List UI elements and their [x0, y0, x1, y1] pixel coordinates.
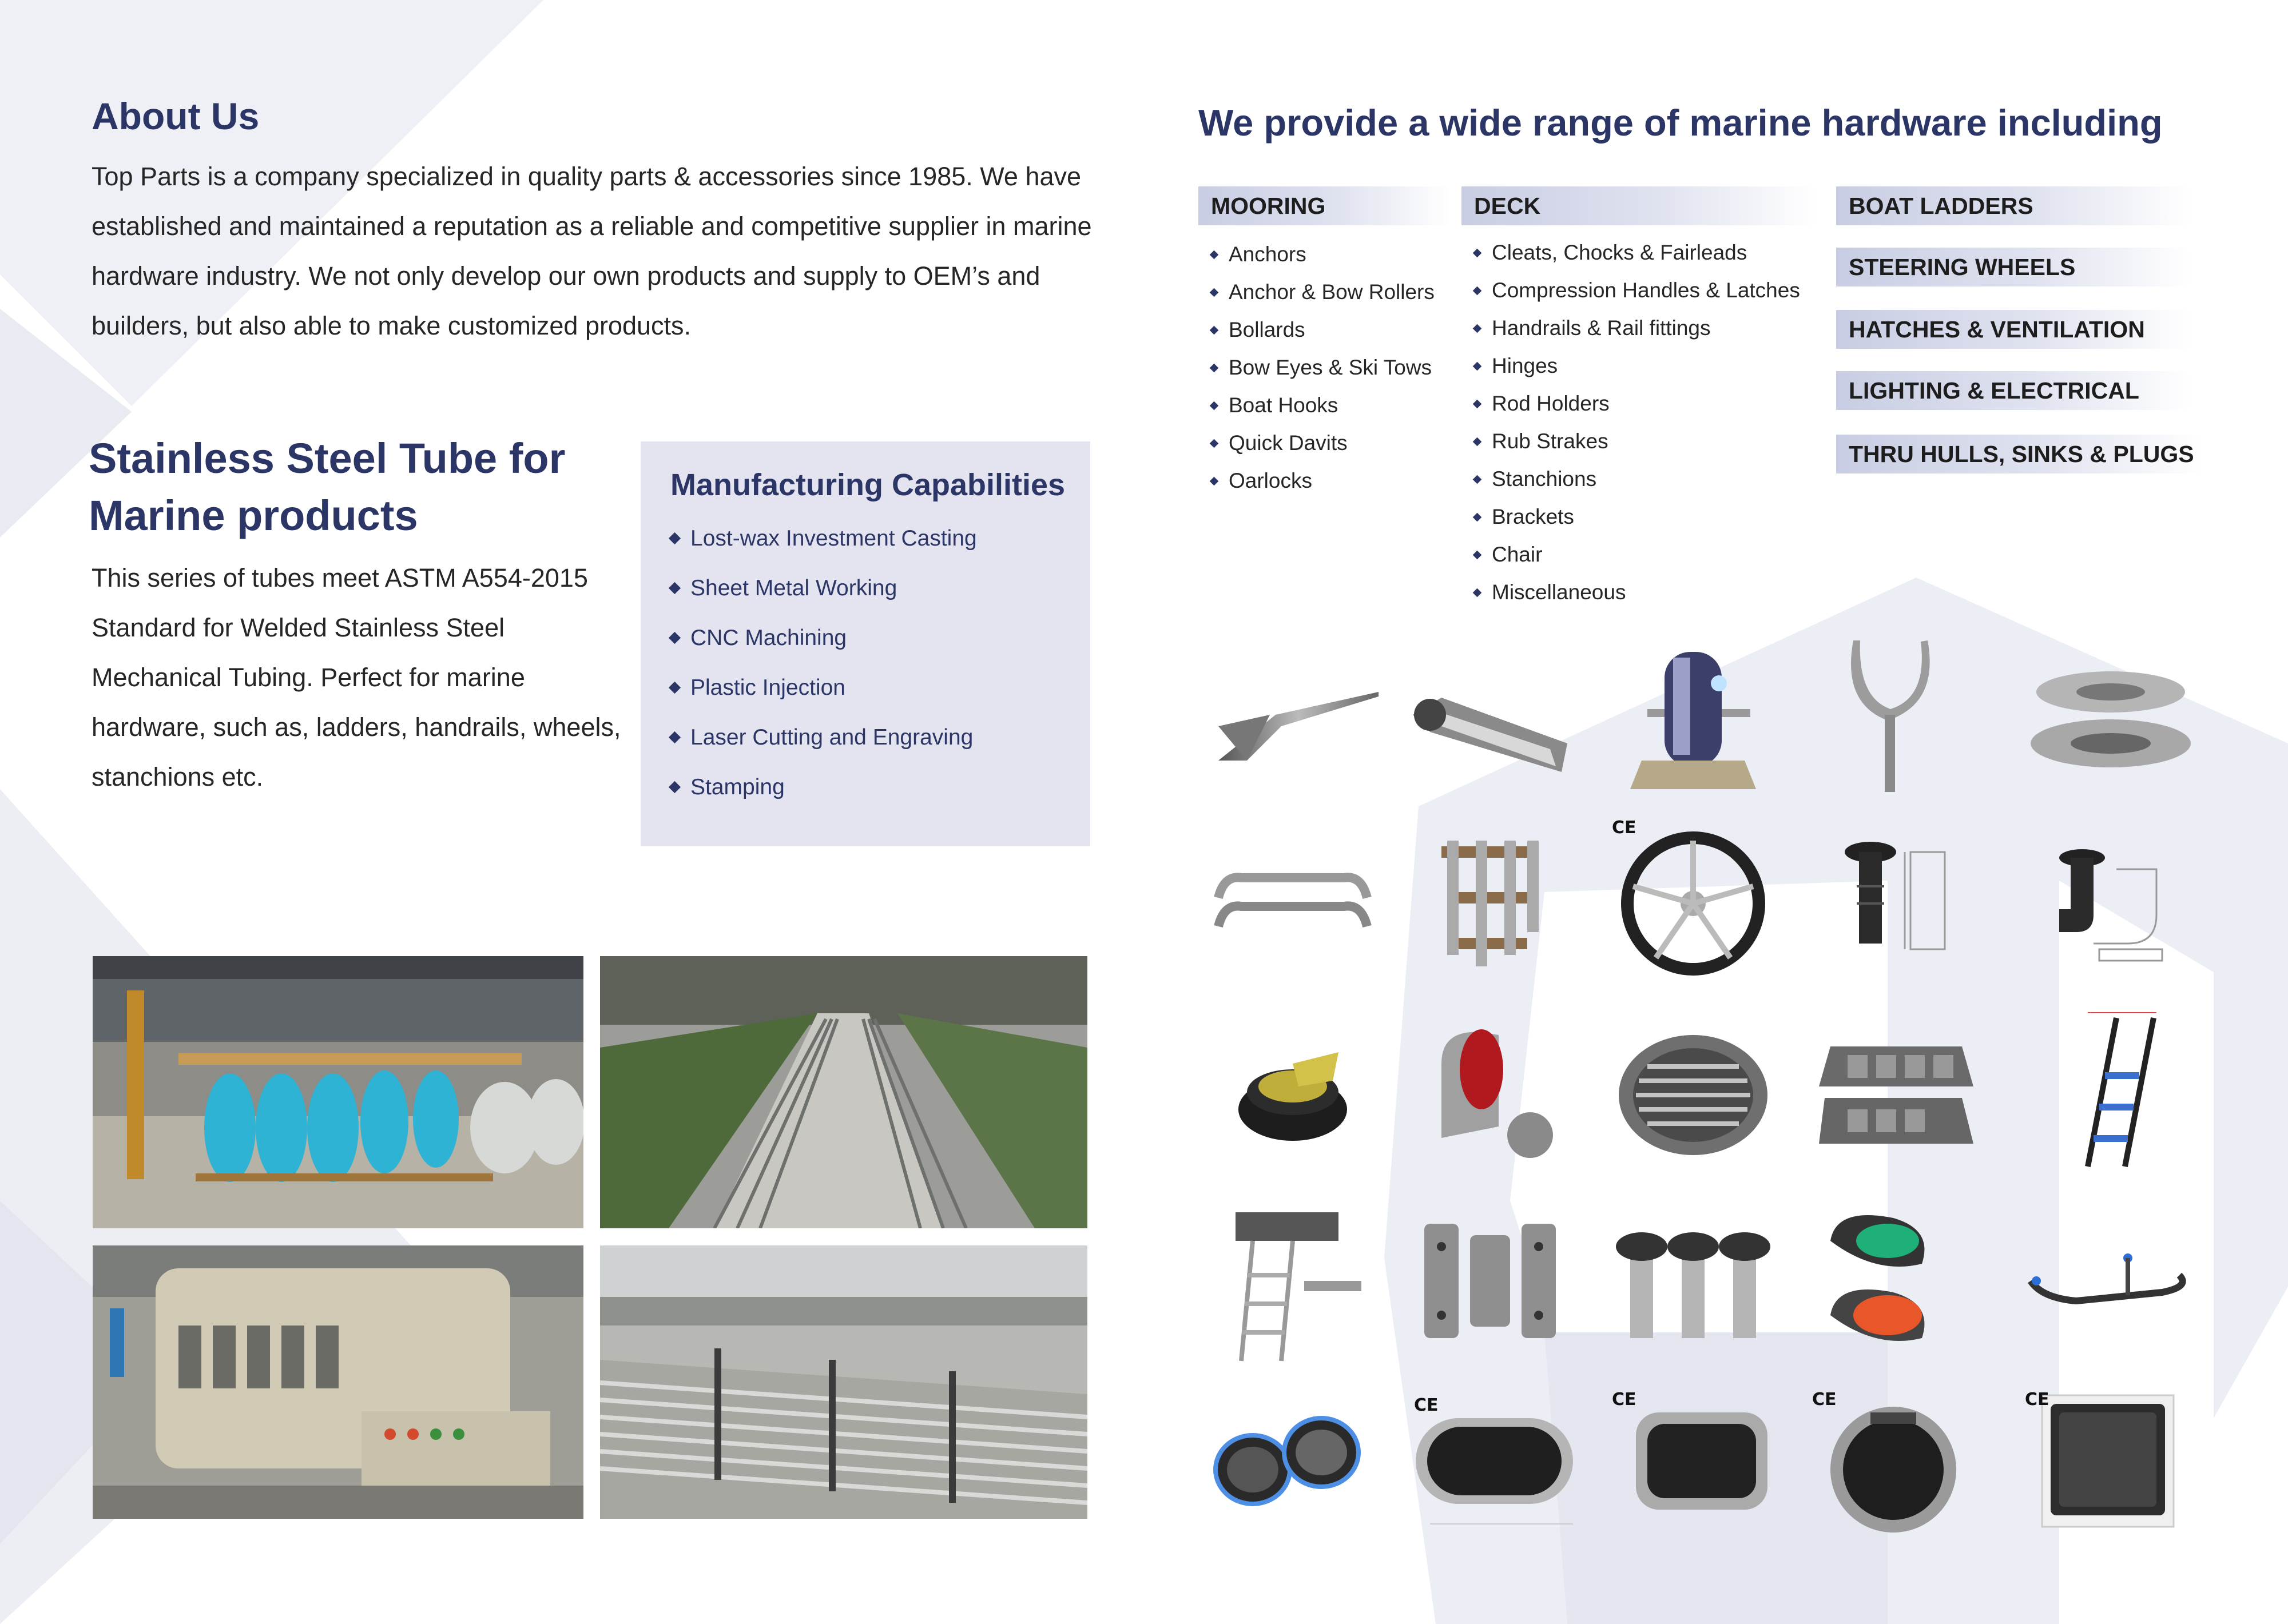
- bullet-icon: [669, 781, 681, 793]
- list-item: [670, 775, 977, 825]
- platform-ladder-icon: [1207, 1201, 1379, 1367]
- bullet-icon: [1473, 399, 1482, 408]
- mooring-list: [1211, 236, 1435, 500]
- round-port-icon: [1808, 1390, 1979, 1555]
- list-item: [1474, 347, 1800, 385]
- list-item: [1211, 387, 1435, 424]
- manufacturing-title: Manufacturing Capabilities: [670, 468, 1066, 502]
- bullet-icon: [1473, 550, 1482, 559]
- rectangular-port-icon: [1607, 1390, 1779, 1555]
- round-louver-vent-icon: [1607, 1012, 1779, 1178]
- list-item: [1211, 424, 1435, 462]
- ce-mark: CE: [1812, 1390, 1837, 1410]
- list-item: [1474, 309, 1800, 347]
- bullet-icon: [1473, 437, 1482, 446]
- category-heading-mooring: MOORING: [1198, 186, 1450, 225]
- list-item: [1474, 536, 1800, 574]
- list-item-label: Stamping: [690, 775, 785, 799]
- hinge-icon: [1407, 1201, 1579, 1367]
- manufacturing-panel: [641, 441, 1090, 846]
- flush-rod-holder-icon: [1607, 1201, 1779, 1367]
- category-heading-deck: DECK: [1461, 186, 1816, 225]
- list-item-label: Handrails & Rail fittings: [1492, 316, 1711, 340]
- list-item-label: Rod Holders: [1492, 392, 1610, 415]
- list-item: [1474, 460, 1800, 498]
- list-item-label: Boat Hooks: [1229, 393, 1338, 417]
- list-item-label: Bollards: [1229, 318, 1305, 341]
- list-item: [670, 725, 977, 775]
- bullet-icon: [669, 582, 681, 594]
- list-item: [1474, 385, 1800, 423]
- led-handrail-icon: [2025, 1201, 2196, 1367]
- factory-photo-tube-stock: [600, 1245, 1087, 1519]
- category-heading-thru-hulls: THRU HULLS, SINKS & PLUGS: [1836, 435, 2202, 473]
- list-item-label: CNC Machining: [690, 626, 847, 650]
- about-body: Top Parts is a company specialized in quality parts & accessories since 1985. We have established and maintained a reputation as a reliable and competitive supplier in marine hardware industry. We not only develop our own products and supply to OEM’s and builders, but also able to make customized products.: [92, 162, 1092, 340]
- category-heading-hatches-ventilation: HATCHES & VENTILATION: [1836, 310, 2191, 349]
- cup-holder-led-icon: [1207, 1390, 1379, 1555]
- list-item: [670, 675, 977, 725]
- oval-port-icon: [1407, 1390, 1579, 1555]
- bullet-icon: [1473, 588, 1482, 597]
- factory-photo-polishing-machine: [93, 1245, 583, 1519]
- list-item: [1474, 272, 1800, 309]
- bullet-icon: [1473, 475, 1482, 484]
- ce-mark: CE: [2025, 1390, 2049, 1410]
- list-item-label: Plastic Injection: [690, 675, 845, 700]
- list-item-label: Miscellaneous: [1492, 580, 1626, 604]
- ladder-icon: [2025, 1012, 2196, 1178]
- factory-photo-tube-line: [600, 956, 1087, 1228]
- category-heading-lighting-electrical: LIGHTING & ELECTRICAL: [1836, 371, 2191, 410]
- tube-body: This series of tubes meet ASTM A554-2015 Standard for Welded Stainless Steel Mechanical Tubing. Perfect for marine hardware, such as, ladders, handrails, wheels, stanchions etc.: [92, 563, 621, 791]
- louver-vent-icon: [1808, 1012, 1979, 1178]
- manufacturing-list: [670, 526, 977, 825]
- elbow-thru-hull-icon: [2025, 818, 2196, 984]
- bullet-icon: [1473, 286, 1482, 295]
- list-item-label: Anchor & Bow Rollers: [1229, 280, 1435, 304]
- bullet-icon: [1210, 439, 1219, 448]
- list-item-label: Stanchions: [1492, 467, 1597, 491]
- list-item: [1211, 349, 1435, 387]
- about-title: About Us: [92, 95, 260, 137]
- list-item-label: Lost-wax Investment Casting: [690, 526, 977, 551]
- list-item-label: Bow Eyes & Ski Tows: [1229, 356, 1432, 379]
- list-item: [1211, 273, 1435, 311]
- rod-holder-rack-icon: [1407, 818, 1579, 984]
- list-item: [670, 526, 977, 576]
- list-item: [1474, 234, 1800, 272]
- list-item: [670, 576, 977, 626]
- category-heading-boat-ladders: BOAT LADDERS: [1836, 186, 2191, 225]
- bullet-icon: [1473, 324, 1482, 333]
- list-item-label: Cleats, Chocks & Fairleads: [1492, 241, 1747, 264]
- tube-title-line2: Marine products: [89, 492, 418, 539]
- list-item-label: Brackets: [1492, 505, 1574, 528]
- square-hatch-icon: [2025, 1390, 2196, 1555]
- bullet-icon: [1210, 325, 1219, 335]
- navigation-light-icon: [1808, 1201, 1979, 1367]
- bullet-icon: [1210, 363, 1219, 372]
- thru-hull-icon: [1808, 818, 1979, 984]
- deck-list: [1474, 234, 1800, 611]
- list-item-label: Rub Strakes: [1492, 429, 1608, 453]
- anchor-icon: [1207, 629, 1379, 795]
- bullet-icon: [669, 532, 681, 544]
- factory-photo-coils: [93, 956, 583, 1228]
- bullet-icon: [1210, 476, 1219, 485]
- list-item: [1211, 462, 1435, 500]
- bullet-icon: [669, 731, 681, 743]
- list-item: [1474, 423, 1800, 460]
- bullet-icon: [1473, 361, 1482, 371]
- bullet-icon: [1210, 288, 1219, 297]
- tube-title: [89, 430, 649, 544]
- list-item: [1211, 236, 1435, 273]
- ce-mark: CE: [1612, 818, 1636, 838]
- ce-mark: CE: [1612, 1390, 1636, 1410]
- list-item-label: Oarlocks: [1229, 469, 1312, 492]
- deck-plug-icon: [1207, 1012, 1379, 1178]
- steering-wheel-icon: [1607, 818, 1779, 984]
- bullet-icon: [1473, 248, 1482, 257]
- ce-mark: CE: [1414, 1395, 1439, 1415]
- oarlock-icon: [1808, 629, 1979, 795]
- bullet-icon: [1210, 250, 1219, 259]
- list-item-label: Hinges: [1492, 354, 1558, 377]
- list-item-label: Chair: [1492, 543, 1543, 566]
- bullet-icon: [669, 682, 681, 694]
- bullet-icon: [669, 632, 681, 644]
- list-item: [1474, 574, 1800, 611]
- list-item: [1474, 498, 1800, 536]
- list-item: [1211, 311, 1435, 349]
- list-item-label: Sheet Metal Working: [690, 576, 897, 600]
- hardware-title: We provide a wide range of marine hardware including: [1198, 102, 2163, 144]
- bollard-light-icon: [1607, 629, 1779, 795]
- bullet-icon: [1473, 512, 1482, 522]
- list-item-label: Anchors: [1229, 242, 1306, 266]
- folding-cleat-icon: [2025, 629, 2196, 795]
- category-heading-steering-wheels: STEERING WHEELS: [1836, 248, 2191, 286]
- list-item-label: Compression Handles & Latches: [1492, 278, 1800, 302]
- cowl-vent-icon: [1407, 1012, 1579, 1178]
- list-item-label: Laser Cutting and Engraving: [690, 725, 974, 750]
- list-item: [670, 626, 977, 675]
- bow-roller-icon: [1407, 629, 1579, 795]
- tube-title-line1: Stainless Steel Tube for: [89, 435, 566, 482]
- bullet-icon: [1210, 401, 1219, 410]
- handrail-icon: [1207, 818, 1379, 984]
- list-item-label: Quick Davits: [1229, 431, 1348, 455]
